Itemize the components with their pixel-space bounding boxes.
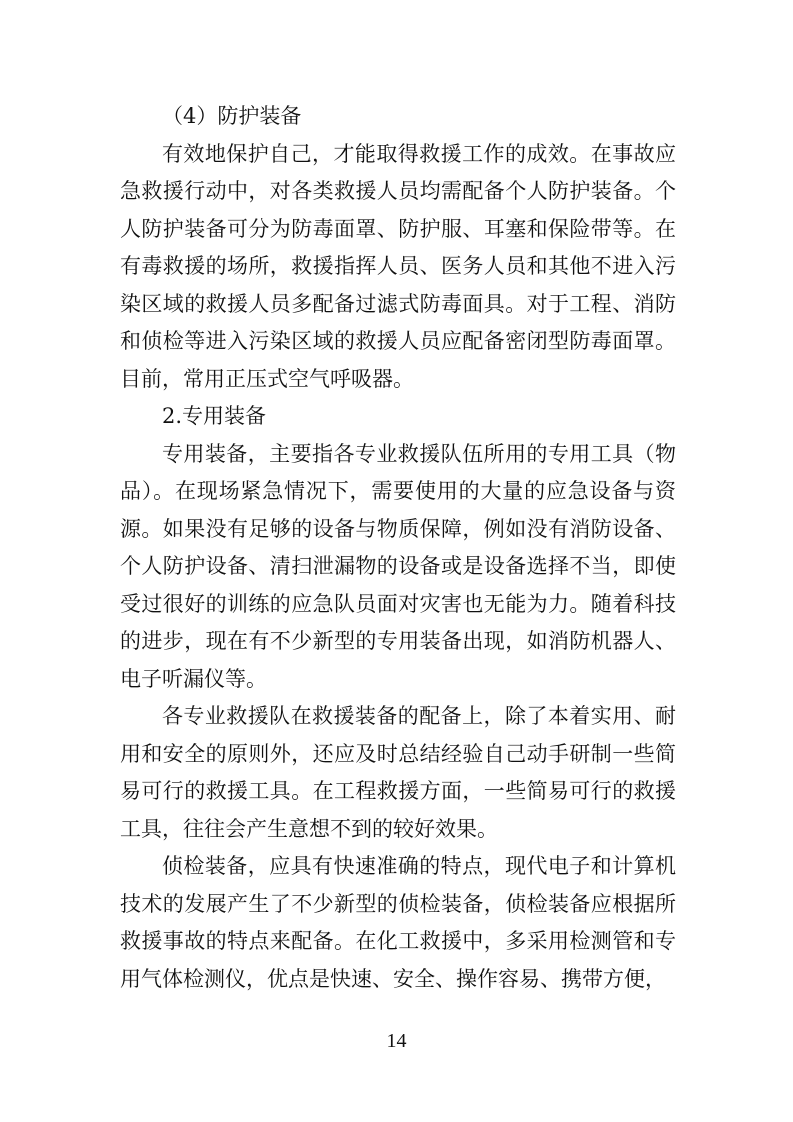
paragraph-protective-equipment: 有效地保护自己，才能取得救援工作的成效。在事故应急救援行动中，对各类救援人员均需配备个人防护装备。个人防护装备可分为防毒面罩、防护服、耳塞和保险带等。在有毒救援的场所，救援指挥人员、医务人员和其他不进入污染区域的救援人员多配备过滤式防毒面具。对于工程、消防和侦检等进入污染区域的救援人员应配备密闭型防毒面罩。目前，常用正压式空气呼吸器。 [120, 141, 676, 391]
paragraph-detection-equipment: 侦检装备，应具有快速准确的特点，现代电子和计算机技术的发展产生了不少新型的侦检装备，侦检装备应根据所救援事故的特点来配备。在化工救援中，多采用检测管和专用气体检测仪，优点是快速、安全、操作容易、携带方便， [120, 854, 676, 991]
document-body [120, 98, 676, 998]
paragraph-special-equipment-2: 各专业救援队在救援装备的配备上，除了本着实用、耐用和安全的原则外，还应及时总结经验自己动手研制一些简易可行的救援工具。在工程救援方面，一些简易可行的救援工具，往往会产生意想不到的较好效果。 [120, 704, 676, 841]
page-number: 14 [386, 1030, 407, 1052]
paragraph-special-equipment-1: 专用装备，主要指各专业救援队伍所用的专用工具（物品）。在现场紧急情况下，需要使用的大量的应急设备与资源。如果没有足够的设备与物质保障，例如没有消防设备、个人防护设备、清扫泄漏物的设备或是设备选择不当，即使受过很好的训练的应急队员面对灾害也无能为力。随着科技的进步，现在有不少新型的专用装备出现，如消防机器人、电子听漏仪等。 [120, 441, 676, 691]
section-heading-special-equipment: 2.专用装备 [162, 404, 267, 428]
section-heading-protective-equipment: （4）防护装备 [162, 104, 302, 128]
